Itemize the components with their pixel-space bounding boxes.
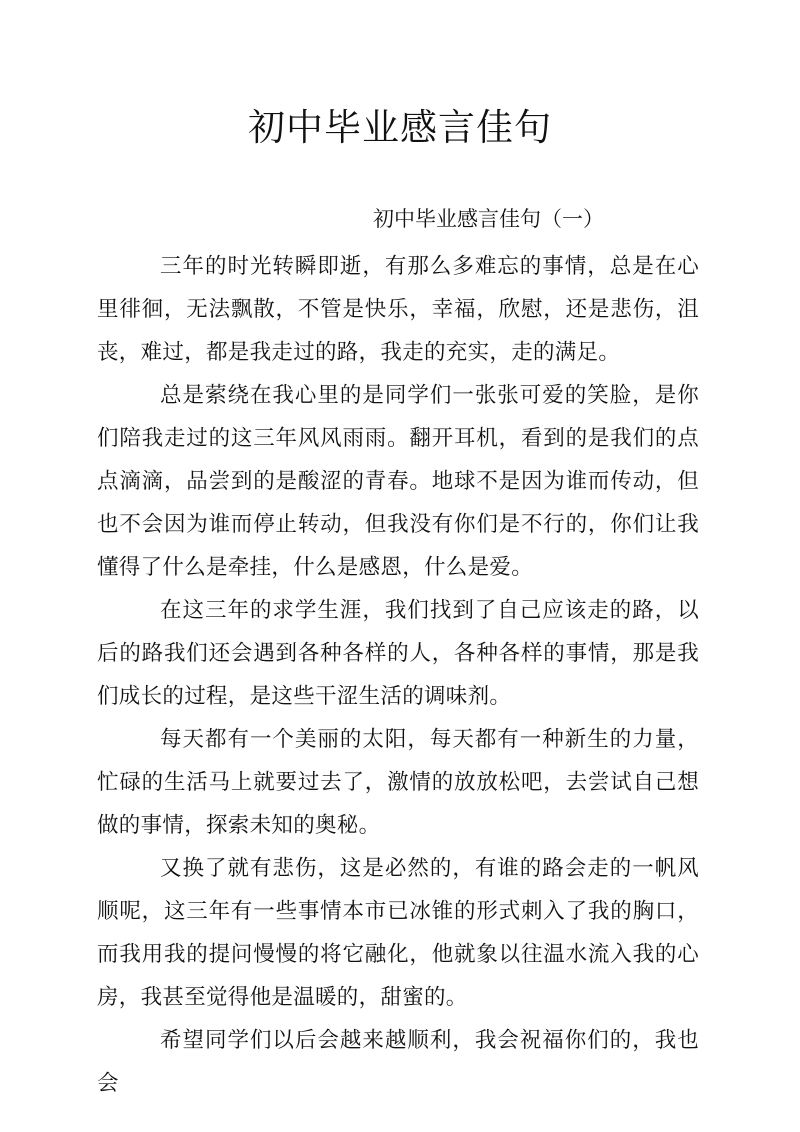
paragraph-6: 希望同学们以后会越来越顺利，我会祝福你们的，我也会 [97, 1028, 699, 1096]
document-body [97, 245, 699, 1105]
document-title: 初中毕业感言佳句 [248, 106, 552, 149]
paragraph-4: 每天都有一个美丽的太阳，每天都有一种新生的力量，忙碌的生活马上就要过去了，激情的放放松吧，去尝试自己想做的事情，探索未知的奥秘。 [97, 727, 699, 838]
section-title: 初中毕业感言佳句（一） [373, 207, 604, 231]
paragraph-5: 又换了就有悲伤，这是必然的，有谁的路会走的一帆风顺呢，这三年有一些事情本市已冰锥的形式刺入了我的胸口，而我用我的提问慢慢的将它融化，他就象以往温水流入我的心房，我甚至觉得他是温暖的，甜蜜的。 [97, 856, 699, 1010]
paragraph-1: 三年的时光转瞬即逝，有那么多难忘的事情，总是在心里徘徊，无法飘散，不管是快乐，幸福，欣慰，还是悲伤，沮丧，难过，都是我走过的路，我走的充实，走的满足。 [97, 254, 699, 365]
paragraph-2: 总是萦绕在我心里的是同学们一张张可爱的笑脸，是你们陪我走过的这三年风风雨雨。翻开耳机，看到的是我们的点点滴滴，品尝到的是酸涩的青春。地球不是因为谁而传动，但也不会因为谁而停止转动，但我没有你们是不行的，你们让我懂得了什么是牵挂，什么是感恩，什么是爱。 [97, 383, 699, 580]
paragraph-3: 在这三年的求学生涯，我们找到了自己应该走的路，以后的路我们还会遇到各种各样的人，各种各样的事情，那是我们成长的过程，是这些干涩生活的调味剂。 [97, 598, 699, 709]
